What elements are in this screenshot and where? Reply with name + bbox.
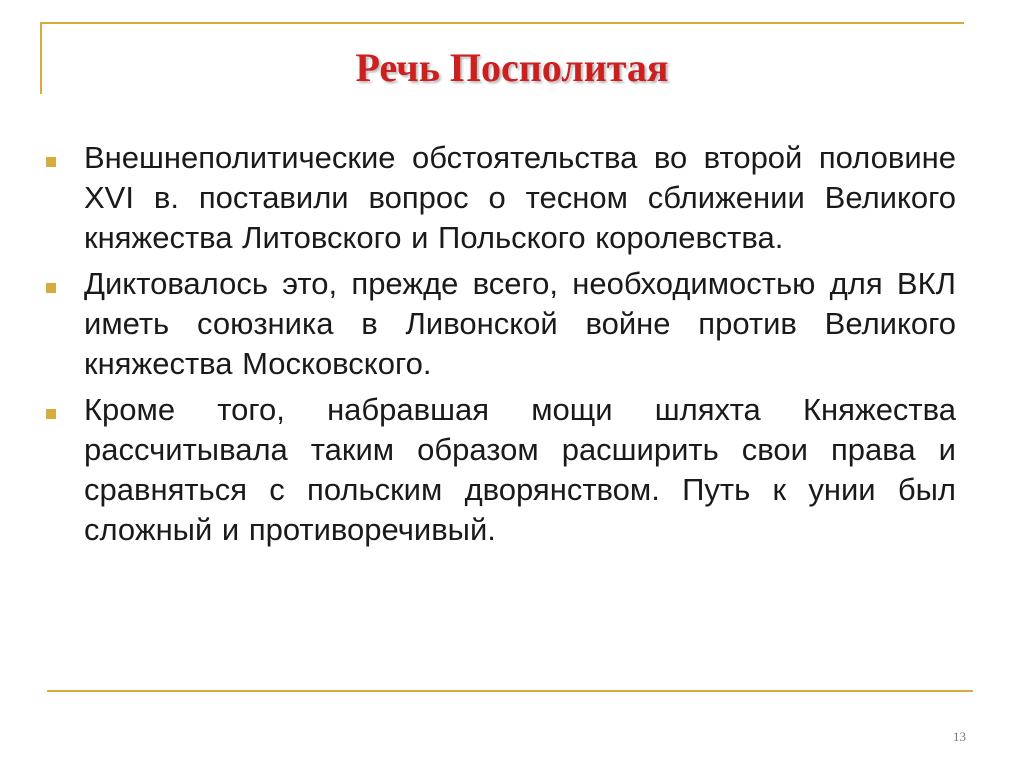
bullet-text: Кроме того, набравшая мощи шляхта Княжества рассчитывала таким образом расширить свои права и сравняться с польским дворянством. Путь к унии был сложный и противоречивый. — [84, 392, 956, 547]
bullet-item — [44, 264, 956, 384]
bullet-item — [44, 390, 956, 550]
frame-bottom-line — [47, 690, 973, 692]
bullet-text: Внешнеполитические обстоятельства во второй половине XVI в. поставили вопрос о тесном сближении Великого княжества Литовского и Польского королевства. — [84, 140, 956, 255]
square-bullet-icon — [46, 283, 56, 293]
bullet-item — [44, 138, 956, 258]
bullet-list — [44, 138, 956, 556]
square-bullet-icon — [46, 409, 56, 419]
frame-top-line — [40, 22, 964, 24]
slide-title: Речь Посполитая — [355, 45, 669, 90]
square-bullet-icon — [46, 157, 56, 167]
bullet-text: Диктовалось это, прежде всего, необходимостью для ВКЛ иметь союзника в Ливонской войне против Великого княжества Московского. — [84, 266, 956, 381]
page-number: 13 — [953, 729, 966, 744]
